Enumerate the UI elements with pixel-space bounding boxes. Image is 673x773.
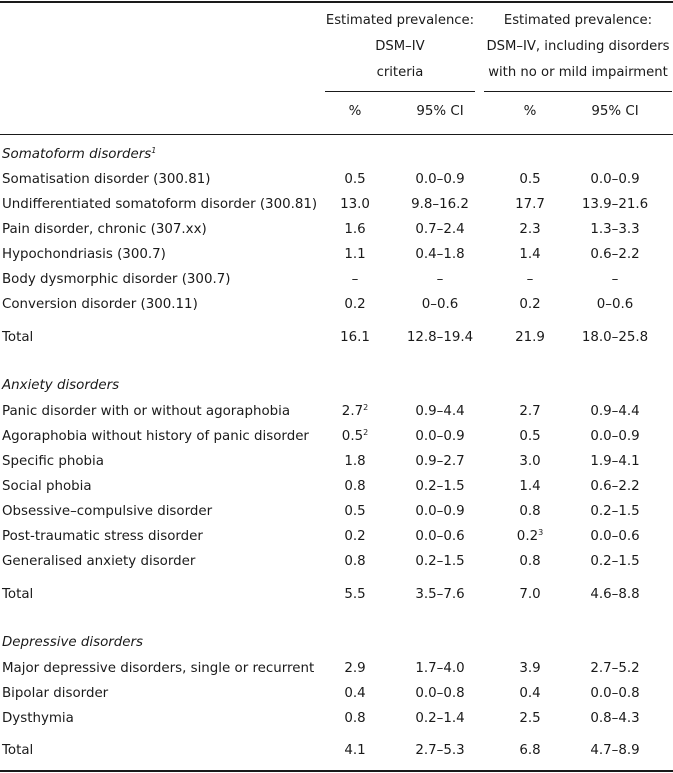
cell-p2	[500, 529, 560, 545]
cell-ci1	[385, 330, 495, 346]
cell-value: 0.9–4.4	[415, 404, 465, 419]
cell-value: 0.2	[516, 529, 539, 544]
cell-value: 21.9	[515, 330, 545, 345]
cell-ci2	[560, 587, 670, 603]
cell-value: 13.0	[340, 197, 370, 212]
section-title-text: Somatoform disorders	[2, 147, 152, 162]
cell-value: 0.5	[341, 429, 364, 444]
cell-p1	[325, 222, 385, 238]
col-header-ci-2: 95% CI	[591, 104, 639, 119]
cell-p2	[500, 686, 560, 702]
cell-value: –	[436, 272, 444, 287]
cell-ci2	[560, 404, 670, 420]
row-label: Total	[2, 587, 34, 602]
footnote-marker: 2	[363, 428, 369, 437]
cell-value: 6.8	[519, 743, 541, 758]
cell-ci2	[560, 297, 670, 313]
cell-ci1	[385, 661, 495, 677]
cell-value: 0.7–2.4	[415, 222, 465, 237]
cell-value: 0.8	[519, 554, 541, 569]
cell-ci1	[385, 529, 495, 545]
cell-p1	[325, 686, 385, 702]
cell-value: 0.0–0.9	[415, 172, 465, 187]
group1-header-line2: DSM–IV	[375, 39, 425, 54]
cell-value: 0.8–4.3	[590, 711, 640, 726]
cell-ci2	[560, 222, 670, 238]
row-label: Hypochondriasis (300.7)	[2, 247, 166, 262]
row-label: Dysthymia	[2, 711, 74, 726]
cell-value: 13.9–21.6	[581, 197, 649, 212]
cell-p2	[500, 297, 560, 313]
cell-value: 18.0–25.8	[581, 330, 649, 345]
cell-value: 0.2	[344, 297, 366, 312]
cell-value: –	[351, 272, 359, 287]
row-label: Agoraphobia without history of panic disorder	[2, 429, 309, 444]
col-header-pct-1: %	[348, 104, 362, 119]
cell-value: 0.4	[344, 686, 366, 701]
group1-header-line1: Estimated prevalence:	[325, 13, 475, 28]
col-header-pct-2: %	[523, 104, 537, 119]
cell-ci2	[560, 504, 670, 520]
cell-value: 0.2–1.5	[590, 554, 640, 569]
cell-value: 0.9–4.4	[590, 404, 640, 419]
cell-ci2	[560, 479, 670, 495]
cell-value: 2.5	[519, 711, 541, 726]
cell-value: 0.2–1.5	[415, 554, 465, 569]
cell-ci2	[560, 743, 670, 759]
cell-value: –	[526, 272, 534, 287]
cell-value: 2.7	[519, 404, 541, 419]
cell-value: 0.2	[344, 529, 366, 544]
cell-value: 2.7–5.2	[590, 661, 640, 676]
row-label: Body dysmorphic disorder (300.7)	[2, 272, 231, 287]
cell-value: 1.1	[344, 247, 366, 262]
cell-ci2	[560, 454, 670, 470]
cell-value: 4.7–8.9	[590, 743, 640, 758]
cell-ci1	[385, 297, 495, 313]
cell-p2	[500, 247, 560, 263]
cell-value: 9.8–16.2	[411, 197, 469, 212]
cell-value: 1.7–4.0	[415, 661, 465, 676]
cell-ci2	[560, 554, 670, 570]
cell-ci2	[560, 172, 670, 188]
cell-value: 4.1	[344, 743, 366, 758]
group1-header-line3: criteria	[376, 65, 424, 80]
row-label: Undifferentiated somatoform disorder (300.81)	[2, 197, 318, 212]
cell-p1	[325, 504, 385, 520]
row-label: Total	[2, 743, 34, 758]
cell-p1	[325, 404, 385, 420]
top-rule	[0, 1, 673, 3]
cell-value: 1.3–3.3	[590, 222, 640, 237]
row-label: Pain disorder, chronic (307.xx)	[2, 222, 207, 237]
cell-p2	[500, 504, 560, 520]
cell-value: 0–0.6	[421, 297, 459, 312]
cell-value: 0.2	[519, 297, 541, 312]
cell-value: 7.0	[519, 587, 541, 602]
section-title	[2, 147, 156, 163]
cell-p1	[325, 479, 385, 495]
cell-ci1	[385, 247, 495, 263]
cell-value: 0.2–1.5	[415, 479, 465, 494]
cell-value: 0.5	[519, 172, 541, 187]
cell-value: –	[611, 272, 619, 287]
cell-value: 0.8	[344, 479, 366, 494]
cell-ci1	[385, 479, 495, 495]
group2-header-line2: DSM–IV, including disorders	[486, 39, 670, 54]
cell-p2	[500, 479, 560, 495]
row-label: Post-traumatic stress disorder	[2, 529, 203, 544]
cell-ci2	[560, 197, 670, 213]
cell-value: 16.1	[340, 330, 370, 345]
cell-ci1	[385, 587, 495, 603]
footnote-marker: 1	[151, 146, 157, 155]
cell-value: 3.5–7.6	[415, 587, 465, 602]
row-label: Major depressive disorders, single or recurrent	[2, 661, 315, 676]
row-label: Obsessive–compulsive disorder	[2, 504, 213, 519]
cell-p1	[325, 247, 385, 263]
cell-value: 0.0–0.9	[590, 429, 640, 444]
cell-value: 1.8	[344, 454, 366, 469]
footnote-marker: 3	[538, 528, 544, 537]
cell-value: 0.4	[519, 686, 541, 701]
row-label: Social phobia	[2, 479, 92, 494]
cell-value: 5.5	[344, 587, 366, 602]
row-label: Somatisation disorder (300.81)	[2, 172, 211, 187]
cell-p1	[325, 297, 385, 313]
cell-value: 1.9–4.1	[590, 454, 640, 469]
cell-p1	[325, 429, 385, 445]
cell-value: 2.7–5.3	[415, 743, 465, 758]
bottom-rule	[0, 770, 673, 772]
cell-value: 0.2–1.5	[590, 504, 640, 519]
col-header-ci-1: 95% CI	[416, 104, 464, 119]
group2-underline	[484, 91, 672, 92]
cell-value: 0.9–2.7	[415, 454, 465, 469]
cell-ci1	[385, 504, 495, 520]
cell-value: 3.0	[519, 454, 541, 469]
cell-p1	[325, 711, 385, 727]
cell-ci1	[385, 404, 495, 420]
cell-ci1	[385, 454, 495, 470]
group2-header-line1: Estimated prevalence:	[503, 13, 653, 28]
cell-value: 2.9	[344, 661, 366, 676]
cell-p1	[325, 197, 385, 213]
cell-ci2	[560, 711, 670, 727]
section-title: Depressive disorders	[2, 635, 144, 650]
cell-p2	[500, 272, 560, 288]
cell-ci1	[385, 222, 495, 238]
cell-ci1	[385, 554, 495, 570]
cell-p2	[500, 330, 560, 346]
section-title: Anxiety disorders	[2, 378, 120, 393]
cell-value: 1.4	[519, 247, 541, 262]
row-label: Total	[2, 330, 34, 345]
cell-ci1	[385, 172, 495, 188]
cell-value: 0.0–0.9	[415, 504, 465, 519]
cell-p2	[500, 172, 560, 188]
cell-value: 17.7	[515, 197, 545, 212]
cell-ci2	[560, 686, 670, 702]
cell-p2	[500, 222, 560, 238]
cell-value: 1.6	[344, 222, 366, 237]
cell-p1	[325, 743, 385, 759]
cell-p2	[500, 197, 560, 213]
cell-value: 0.0–0.6	[590, 529, 640, 544]
cell-value: 2.3	[519, 222, 541, 237]
cell-value: 4.6–8.8	[590, 587, 640, 602]
cell-ci1	[385, 429, 495, 445]
cell-ci1	[385, 272, 495, 288]
cell-p2	[500, 429, 560, 445]
cell-p1	[325, 330, 385, 346]
header-rule	[0, 134, 673, 135]
cell-p2	[500, 661, 560, 677]
cell-ci1	[385, 743, 495, 759]
cell-value: 1.4	[519, 479, 541, 494]
cell-p2	[500, 587, 560, 603]
cell-p1	[325, 529, 385, 545]
cell-ci1	[385, 711, 495, 727]
cell-value: 0.6–2.2	[590, 247, 640, 262]
cell-p1	[325, 587, 385, 603]
cell-p2	[500, 743, 560, 759]
cell-value: 0.0–0.9	[415, 429, 465, 444]
cell-p2	[500, 711, 560, 727]
cell-value: 0.6–2.2	[590, 479, 640, 494]
cell-p2	[500, 454, 560, 470]
cell-value: 2.7	[341, 404, 364, 419]
cell-ci2	[560, 661, 670, 677]
cell-ci2	[560, 330, 670, 346]
cell-value: 0.5	[344, 504, 366, 519]
cell-value: 0.0–0.8	[415, 686, 465, 701]
cell-value: 0.5	[519, 429, 541, 444]
cell-value: 0.8	[344, 711, 366, 726]
cell-p1	[325, 454, 385, 470]
footnote-marker: 2	[363, 403, 369, 412]
cell-value: 0.4–1.8	[415, 247, 465, 262]
cell-value: 0.8	[519, 504, 541, 519]
cell-ci2	[560, 247, 670, 263]
cell-value: 0.0–0.8	[590, 686, 640, 701]
cell-value: 0.8	[344, 554, 366, 569]
cell-value: 0–0.6	[596, 297, 634, 312]
group2-header-line3: with no or mild impairment	[488, 65, 668, 80]
cell-p1	[325, 554, 385, 570]
group1-underline	[325, 91, 475, 92]
cell-ci2	[560, 272, 670, 288]
cell-value: 0.2–1.4	[415, 711, 465, 726]
cell-value: 12.8–19.4	[406, 330, 474, 345]
cell-ci1	[385, 197, 495, 213]
cell-p1	[325, 661, 385, 677]
cell-p1	[325, 172, 385, 188]
cell-ci1	[385, 686, 495, 702]
cell-ci2	[560, 429, 670, 445]
row-label: Panic disorder with or without agoraphobia	[2, 404, 291, 419]
cell-value: 0.0–0.6	[415, 529, 465, 544]
cell-p2	[500, 554, 560, 570]
cell-ci2	[560, 529, 670, 545]
row-label: Conversion disorder (300.11)	[2, 297, 198, 312]
row-label: Specific phobia	[2, 454, 104, 469]
cell-p2	[500, 404, 560, 420]
cell-value: 0.5	[344, 172, 366, 187]
row-label: Generalised anxiety disorder	[2, 554, 196, 569]
cell-p1	[325, 272, 385, 288]
row-label: Bipolar disorder	[2, 686, 109, 701]
cell-value: 3.9	[519, 661, 541, 676]
cell-value: 0.0–0.9	[590, 172, 640, 187]
